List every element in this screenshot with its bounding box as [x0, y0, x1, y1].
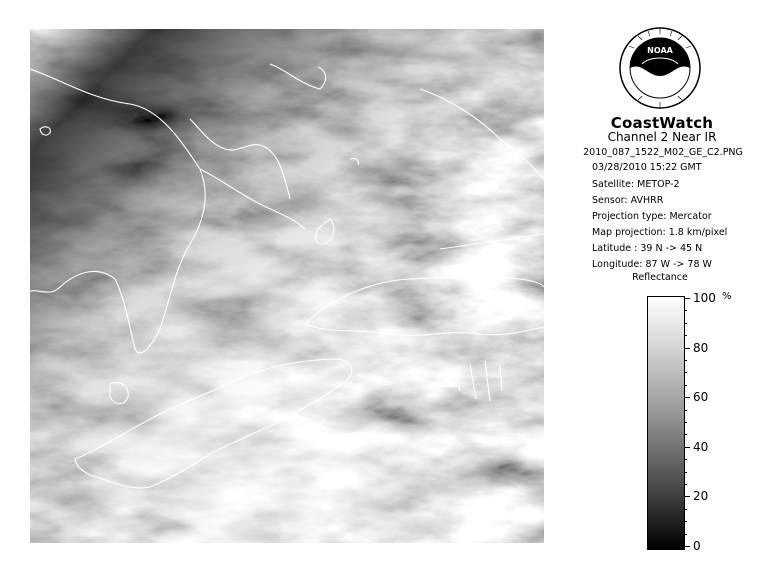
sensor-label: Sensor: AVHRR — [592, 195, 664, 206]
colorbar-tick-label: 100 — [693, 291, 716, 305]
colorbar-minor-tick — [684, 509, 687, 510]
colorbar-tick — [684, 397, 690, 398]
colorbar-tick — [684, 496, 690, 497]
colorbar-tick-label: 80 — [693, 340, 709, 355]
colorbar-minor-tick — [684, 534, 687, 535]
colorbar-minor-tick — [684, 323, 687, 324]
colorbar-minor-tick — [684, 372, 687, 373]
latitude-label: Latitude : 39 N -> 45 N — [592, 243, 703, 254]
colorbar-minor-tick — [684, 360, 687, 361]
noaa-logo-text: NOAA — [647, 46, 673, 55]
colorbar-minor-tick — [684, 484, 687, 485]
colorbar-minor-tick — [684, 410, 687, 411]
colorbar-tick — [684, 546, 690, 547]
channel-label: Channel 2 Near IR — [607, 130, 717, 144]
colorbar-tick — [684, 348, 690, 349]
satellite-image — [30, 29, 544, 543]
map-projection-label: Map projection: 1.8 km/pixel — [592, 227, 728, 238]
colorbar-tick-label: 40 — [693, 439, 709, 454]
colorbar-minor-tick — [684, 310, 687, 311]
noaa-logo — [618, 26, 702, 110]
satellite-image-canvas — [30, 29, 544, 543]
colorbar-minor-tick — [684, 335, 687, 336]
colorbar-minor-tick — [684, 472, 687, 473]
colorbar-unit: % — [722, 291, 732, 302]
projection-type-label: Projection type: Mercator — [592, 211, 712, 222]
colorbar-minor-tick — [684, 521, 687, 522]
colorbar-title: Reflectance — [632, 272, 688, 283]
datetime-label: 03/28/2010 15:22 GMT — [592, 162, 702, 173]
colorbar-minor-tick — [684, 385, 687, 386]
colorbar-tick-label: 60 — [693, 390, 709, 405]
colorbar-minor-tick — [684, 422, 687, 423]
colorbar — [647, 296, 685, 550]
colorbar-tick-label: 20 — [693, 489, 709, 504]
brand-title: CoastWatch — [610, 114, 714, 132]
colorbar-tick-label: 0 — [693, 539, 701, 553]
colorbar-minor-tick — [684, 434, 687, 435]
colorbar-tick — [684, 298, 690, 299]
longitude-label: Longitude: 87 W -> 78 W — [592, 259, 712, 270]
filename-label: 2010_087_1522_M02_GE_C2.PNG — [583, 147, 743, 158]
colorbar-tick — [684, 447, 690, 448]
colorbar-minor-tick — [684, 459, 687, 460]
satellite-label: Satellite: METOP-2 — [592, 179, 680, 190]
